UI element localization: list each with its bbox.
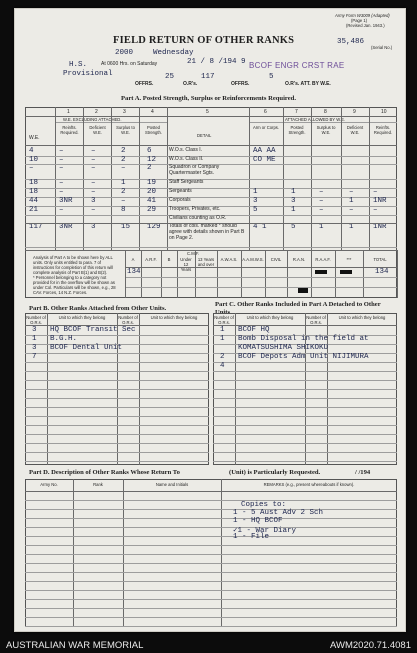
cell-r: 1NR: [373, 223, 387, 231]
part-d-column-rule: [123, 479, 124, 627]
cell-c3: 15: [121, 223, 131, 231]
part-d-column-rule: [221, 479, 222, 627]
cell-we: 10: [29, 156, 39, 164]
analysis-header: A.R.F.: [145, 257, 157, 262]
part-c-count: 4: [220, 362, 225, 370]
cell-c1: –: [59, 164, 64, 172]
part-b-unit: B.G.H.: [50, 335, 78, 343]
analysis-note: Analysis of Part A to be shown here by ALL units. Only units entitled to para. 7 of instructions for completion of this return will complete analysis of Part B(1) and B(2).: [33, 255, 114, 275]
copy-recipient: 1 - File: [233, 533, 270, 541]
cell-r: 1NR: [373, 197, 387, 205]
cell-c2: –: [91, 156, 96, 164]
part-d-header: Name and Initials: [155, 482, 189, 487]
part-d-date: / /194: [355, 469, 371, 476]
cell-we: 4: [29, 147, 34, 155]
part-d-row-rule: [25, 545, 397, 546]
cell-c2: –: [91, 164, 96, 172]
row-detail: W.O.s. Class II.: [169, 156, 204, 162]
part-d-row-rule: [25, 536, 397, 537]
part-c-row-rule: [213, 425, 397, 426]
revised-date: (Revised Jan. 1943.): [346, 23, 385, 28]
part-d-row-rule: [25, 590, 397, 591]
part-c-row-rule: [213, 434, 397, 435]
part-c-count: 1: [220, 326, 225, 334]
cell-c1: –: [59, 206, 64, 214]
column-number: 4: [151, 109, 154, 115]
cell-c2: –: [91, 206, 96, 214]
offrs-label: OFFRS.: [135, 81, 154, 87]
row-detail: Squadron or Company Quartermaster Sgts.: [169, 164, 220, 176]
row-detail: W.O.s. Class I.: [169, 147, 203, 153]
analysis-header: R.A.N.: [292, 257, 306, 262]
cell-p: 1: [291, 206, 296, 214]
part-b-count: 3: [32, 326, 37, 334]
right-column-header: Reinfts. Required.: [373, 125, 393, 135]
cell-p: 5: [291, 223, 296, 231]
provisional-text: Provisional: [63, 70, 113, 78]
part-d-row-rule: [25, 617, 397, 618]
redaction-block: [340, 270, 352, 274]
part-c-row-rule: [213, 371, 397, 372]
cell-d: 1: [349, 223, 354, 231]
part-c-count: 2: [220, 353, 225, 361]
cell-c1: 3NR: [59, 223, 73, 231]
part-d-row-rule: [25, 626, 397, 627]
cell-s: 1: [319, 223, 324, 231]
ors-plus-count: 117: [201, 73, 215, 81]
cell-c3: –: [121, 164, 126, 172]
cell-c4: 19: [147, 179, 157, 187]
attached-label: O.R's. ATT. BY W.E.: [285, 81, 331, 87]
cell-c1: 3NR: [59, 197, 73, 205]
cell-c3: 8: [121, 206, 126, 214]
part-c-row-rule: [213, 398, 397, 399]
column-number: 5: [206, 109, 209, 115]
cell-c2: –: [91, 179, 96, 187]
part-b-row-rule: [25, 416, 209, 417]
cell-c4: 29: [147, 206, 157, 214]
copy-recipient: 1 - HQ BCOF: [233, 517, 283, 525]
ors2-count: 5: [269, 73, 274, 81]
part-b-row-rule: [25, 371, 209, 372]
part-c-header: Unit to which they belong: [338, 315, 386, 320]
part-c-unit: BCOF HQ: [238, 326, 270, 334]
part-b-row-rule: [25, 425, 209, 426]
part-d-row-rule: [25, 554, 397, 555]
column-number: 8: [324, 109, 327, 115]
row-detail: Corporals: [169, 197, 191, 203]
part-b-row-rule: [25, 443, 209, 444]
analysis-header: ***: [346, 257, 352, 262]
part-b-row-rule: [25, 362, 209, 363]
part-b-row-rule: [25, 452, 209, 453]
cell-c4: 20: [147, 188, 157, 196]
cell-c3: 2: [121, 188, 126, 196]
part-c-unit: BCOF Depots Adm Unit NIJIMURA: [238, 353, 369, 361]
cell-c3: 2: [121, 156, 126, 164]
part-b-count: 1: [32, 335, 37, 343]
cell-s: –: [319, 206, 324, 214]
cell-we: 18: [29, 188, 39, 196]
part-a-rule: [25, 250, 397, 251]
subhead-rule: [249, 122, 397, 123]
cell-we: 44: [29, 197, 39, 205]
part-c-header: Unit to which they belong: [246, 315, 294, 320]
row-rule: [25, 247, 397, 248]
total-rule: [25, 223, 397, 224]
analysis-a-value: 134: [127, 268, 141, 276]
redaction-block: [315, 270, 327, 274]
footer-accession: AWM2020.71.4081: [330, 640, 411, 651]
analysis-header: R.A.A.F.: [315, 257, 331, 262]
part-b-header: Unit to which they belong: [58, 315, 106, 320]
ors-label: O.R's.: [183, 81, 198, 87]
part-c-row-rule: [213, 380, 397, 381]
we-excl-label: W.E. EXCLUDING ATTACHED.: [63, 117, 122, 122]
part-b-row-rule: [25, 407, 209, 408]
cell-c2: –: [91, 147, 96, 155]
analysis-header: B: [167, 257, 171, 262]
left-column-header: Reinfts. Required.: [60, 125, 79, 135]
attached-allowed-label: ATTACHED ALLOWED BY W.E.: [285, 117, 346, 122]
part-c-row-rule: [213, 407, 397, 408]
footer-bar: [0, 638, 417, 653]
part-d-title-mid: (Unit) is Particularly Requested.: [229, 469, 321, 476]
part-d-rule: [25, 491, 397, 492]
cell-arm: CO ME: [253, 156, 276, 164]
part-c-unit: KOMATSUSHIMA SHIKOKU: [238, 344, 329, 352]
cell-we: 21: [29, 206, 39, 214]
part-a-title: Part A. Posted Strength, Surplus or Reinforcements Required.: [121, 95, 296, 102]
copy-recipient: ✓1 - War Diary: [233, 527, 297, 535]
cell-we: 18: [29, 179, 39, 187]
analysis-header: A: [131, 257, 135, 262]
part-d-row-rule: [25, 500, 397, 501]
analysis-left-rule: [125, 250, 126, 298]
cell-c1: –: [59, 147, 64, 155]
part-d-header: Rank: [93, 482, 103, 487]
cell-s: –: [319, 188, 324, 196]
cell-c1: –: [59, 188, 64, 196]
cell-c4: 12: [147, 156, 157, 164]
cell-c3: 1: [121, 179, 126, 187]
unit-stamp: BCOF ENGR CRST RAE: [249, 61, 345, 70]
column-number: 3: [123, 109, 126, 115]
part-b-count: 7: [32, 353, 37, 361]
part-d-row-rule: [25, 509, 397, 510]
cell-c4: 41: [147, 197, 157, 205]
cell-arm: 3: [253, 197, 258, 205]
row-detail: Civilians counting as O.R.: [169, 215, 227, 221]
cell-d: –: [349, 188, 354, 196]
copies-to-label: Copies to:: [241, 501, 287, 509]
cell-p: 3: [291, 197, 296, 205]
analysis-column-rule: [397, 250, 398, 298]
part-c-row-rule: [213, 461, 397, 462]
cell-c2: 3: [91, 223, 96, 231]
cell-r: –: [373, 188, 378, 196]
part-c-row-rule: [213, 416, 397, 417]
cell-arm: 5: [253, 206, 258, 214]
part-b-row-rule: [25, 353, 209, 354]
part-b-header: Number of O.R.s.: [118, 315, 138, 325]
analysis-header: A.A.M.W.S.: [242, 257, 264, 262]
cell-c2: 3: [91, 197, 96, 205]
ors-count: 25: [165, 73, 175, 81]
cell-c1: –: [59, 179, 64, 187]
part-d-row-rule: [25, 599, 397, 600]
part-b-header: Unit to which they belong: [150, 315, 198, 320]
left-column-header: Deficient W.E.: [89, 125, 106, 135]
personnel-note: * Personnel belonging to a category not provided for in the overflow will be shown as under Col. Particulars will be shown, e.g., 28 CAV. Forces, 14 N.Z. Forces.: [33, 275, 116, 295]
cell-c4: 6: [147, 147, 152, 155]
part-c-title: Part C. Other Ranks Included in Part A Detached to Other Units.: [215, 301, 381, 316]
footer-source: AUSTRALIAN WAR MEMORIAL: [6, 640, 144, 651]
detail-label: DETAIL: [197, 133, 212, 138]
part-d-column-rule: [73, 479, 74, 627]
part-b-row-rule: [25, 389, 209, 390]
day-value: Wednesday: [153, 49, 194, 57]
analysis-header: CIVIL: [270, 257, 282, 262]
left-column-header: Surplus to W.E.: [116, 125, 135, 135]
right-column-header: Arm or Corps.: [252, 125, 280, 130]
left-column-header: Posted Strength.: [145, 125, 162, 135]
we-label: W.E.: [29, 135, 40, 141]
analysis-header: A.W.A.S.: [220, 257, 238, 262]
part-d-table: [25, 479, 397, 627]
cell-we: –: [29, 164, 34, 172]
part-d-row-rule: [25, 608, 397, 609]
column-number: 6: [264, 109, 267, 115]
form-reference: Army Form W3009 (Adapted): [335, 13, 390, 18]
part-d-header: Army No.: [40, 482, 58, 487]
cell-arm: 4 1: [253, 223, 267, 231]
cell-c3: 2: [121, 147, 126, 155]
cell-arm: AA AA: [253, 147, 276, 155]
column-number: 2: [95, 109, 98, 115]
row-detail: Sergeants: [169, 188, 192, 194]
part-c-row-rule: [213, 389, 397, 390]
part-d-title: Part D. Description of Other Ranks Whose Return To: [29, 469, 180, 476]
part-c-row-rule: [213, 362, 397, 363]
analysis-total-value: 134: [375, 268, 389, 276]
cell-r: –: [373, 206, 378, 214]
part-c-header: Number of O.R.s.: [214, 315, 234, 325]
part-b-header: Number of O.R.s.: [26, 315, 46, 325]
hs-text: H.S.: [69, 61, 88, 69]
right-column-header: Posted Strength.: [288, 125, 306, 135]
part-d-row-rule: [25, 581, 397, 582]
column-number: 9: [353, 109, 356, 115]
part-b-unit: BCOF Dental Unit: [50, 344, 123, 352]
part-c-row-rule: [213, 443, 397, 444]
cell-d: 1: [349, 197, 354, 205]
part-b-row-rule: [25, 434, 209, 435]
cell-c2: –: [91, 188, 96, 196]
right-column-header: Deficient W.E.: [346, 125, 364, 135]
row-detail: Totals of cols. marked * should agree with details shown in Part B on Page 2.: [169, 223, 245, 241]
page-title: FIELD RETURN OF OTHER RANKS: [113, 35, 295, 46]
cell-arm: 1: [253, 188, 258, 196]
right-column-header: Surplus to W.E.: [316, 125, 336, 135]
analysis-header: Under 12 Years: [180, 257, 192, 272]
part-c-row-rule: [213, 452, 397, 453]
analysis-header: 13 Years and over: [197, 257, 215, 267]
part-d-row-rule: [25, 518, 397, 519]
serial-label: (Serial No.): [371, 45, 393, 50]
column-number: 10: [381, 109, 387, 115]
cell-d: –: [349, 206, 354, 214]
part-b-row-rule: [25, 380, 209, 381]
offrs2-label: OFFRS.: [231, 81, 250, 87]
date-value: 21 / 8 /194 9: [187, 58, 246, 66]
time-value: 2000: [115, 49, 134, 57]
part-d-header: REMARKS (e.g., present whereabouts if known).: [263, 482, 355, 487]
analysis-rule: [125, 267, 397, 268]
cell-c1: –: [59, 156, 64, 164]
analysis-rule: [125, 277, 397, 278]
part-b-row-rule: [25, 461, 209, 462]
redaction-block: [298, 288, 308, 293]
time-line-label: At 0600 Hrs. on Saturday: [101, 61, 158, 67]
cmf-label: C.M.F.: [187, 251, 200, 256]
part-d-row-rule: [25, 527, 397, 528]
form-sheet: [14, 8, 406, 632]
part-b-unit: HQ BCOF Transit Sec: [50, 326, 136, 334]
part-d-row-rule: [25, 563, 397, 564]
cell-c4: 129: [147, 223, 161, 231]
cell-c3: –: [121, 197, 126, 205]
cell-s: –: [319, 197, 324, 205]
row-detail: Troopers, Privates, etc.: [169, 206, 221, 212]
cell-we: 117: [29, 223, 43, 231]
copy-recipient: 1 - 5 Aust Adv 2 Sch: [233, 509, 324, 517]
column-number: 7: [295, 109, 298, 115]
column-number: 1: [67, 109, 70, 115]
part-b-title: Part B. Other Ranks Attached from Other Units.: [29, 305, 167, 312]
part-b-row-rule: [25, 398, 209, 399]
analysis-rule: [125, 287, 397, 288]
part-b-count: 3: [32, 344, 37, 352]
part-c-header: Number of O.R.s.: [306, 315, 326, 325]
cell-p: 1: [291, 188, 296, 196]
serial-number: 35,486: [337, 38, 365, 46]
analysis-header: TOTAL: [373, 257, 387, 262]
page-indicator: (Page 1): [351, 18, 368, 23]
part-c-count: 1: [220, 335, 225, 343]
cell-c4: 2: [147, 164, 152, 172]
part-d-row-rule: [25, 572, 397, 573]
part-c-unit: Bomb Disposal in the field at: [238, 335, 369, 343]
row-detail: Staff Sergeants: [169, 179, 204, 185]
